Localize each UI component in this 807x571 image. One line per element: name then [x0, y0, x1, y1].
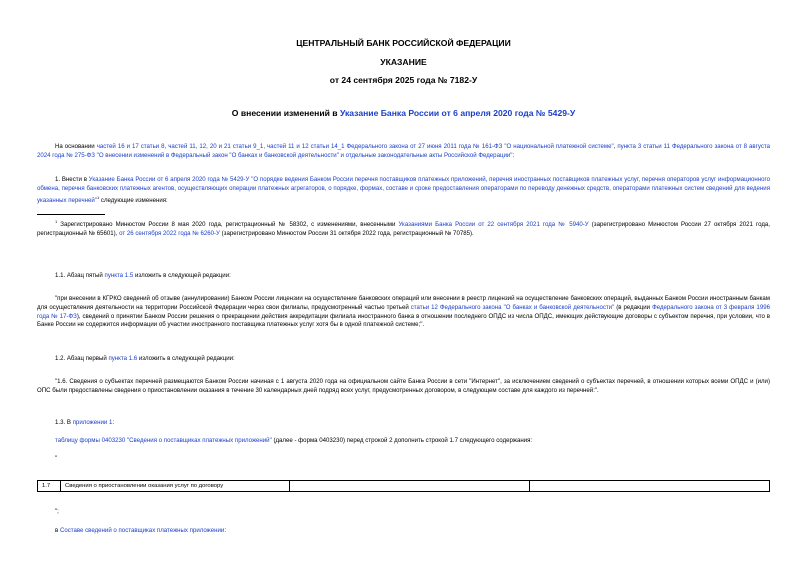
- footnote-divider: [37, 214, 105, 215]
- footnote-paragraph: [37, 218, 770, 239]
- item-1-2-paragraph: [37, 355, 770, 364]
- doc-title-link[interactable]: Указание Банка России от 6 апреля 2020 года № 5429-У: [339, 108, 576, 118]
- item-1-3-a-text: (далее - форма 0403230) перед строкой 2 дополнить строкой 1.7 следующего содержания:: [271, 437, 533, 444]
- quote-2-paragraph: [37, 378, 770, 396]
- item-1-3-b-text-1: в: [55, 527, 60, 534]
- preamble-link-law-275[interactable]: пункта 3 статьи 11 Федерального закона от 8 августа 2024 года № 275-ФЗ "О внесении изменений в Федеральный закон "О банках и банковской деятельности" и отдельные законодательные акты Российской Федерации": [37, 143, 770, 159]
- form-table: [37, 480, 770, 492]
- quote-1-text-3: ), сведений о принятии Банком России решения о прекращении действия аккредитации филиала иностранного банка в отношении последнего ОПДС из числа ОПДС, имеющих действующие договоры с субъектом перечня, при условии, что в Банке России не содержится информации об участии иностранного поставщика платежных услуг хотя бы в одной платежной системе;".: [37, 312, 770, 329]
- doc-title-prefix: О внесении изменений в: [231, 108, 340, 118]
- item-1-3-link[interactable]: приложении 1: [72, 419, 113, 426]
- item-1-3-paragraph: [37, 419, 770, 428]
- item-1-2-text-1: 1.2. Абзац первый: [55, 355, 109, 362]
- item-1-3-a-paragraph: [37, 437, 770, 446]
- footnote-link-5940u[interactable]: Указаниями Банка России от 22 сентября 2021 года № 5940-У: [398, 221, 589, 229]
- quote-1-text-1: "при внесении в КГРКО сведений об отзыве (аннулировании) Банком России лицензии на осуществление банковских операций или внесении в реестр лицензий на осуществление банковских операций, выданных Банком России иностранным банкам для осуществления деятельности на территории Российской Федерации через свои филиалы, предусмотренный частью третьей: [37, 295, 770, 311]
- preamble-paragraph: [37, 143, 770, 161]
- item-1-3-text-1: 1.3. В: [55, 419, 73, 426]
- preamble-text-1: На основании: [55, 143, 97, 150]
- item-1-1-text-2: изложить в следующей редакции:: [133, 272, 231, 279]
- footnote-text-2: (зарегистрировано Минюстом России 27 октября 2021 года, регистрационный № 65601),: [37, 221, 770, 237]
- item-1-2-text-2: изложить в следующей редакции:: [137, 355, 235, 362]
- table-row: [38, 481, 770, 492]
- footnote-link-6260u[interactable]: от 26 сентября 2022 года № 6260-У: [119, 229, 220, 237]
- item-1-2-link[interactable]: пункта 1.6: [108, 355, 138, 362]
- table-cell-empty: [290, 481, 530, 492]
- footnote-mark: 1: [55, 219, 58, 224]
- item-1-3-a-link[interactable]: таблицу формы 0403230 "Сведения о поставщиках платежных приложений": [55, 437, 272, 444]
- item-1-text-2: следующие изменения:: [99, 196, 168, 204]
- item-1-3-b-paragraph: [37, 527, 770, 536]
- quote-close: ";: [55, 508, 59, 515]
- quote-1-link-law-17fz[interactable]: Федерального закона от 3 февраля 1996 года № 17-ФЗ: [37, 303, 770, 320]
- table-cell-num: 1.7: [38, 481, 61, 492]
- item-1-3-b-link[interactable]: Составе сведений о поставщиках платежных приложении: [59, 527, 225, 534]
- quote-open: ": [55, 455, 58, 462]
- preamble-text-2: ,: [613, 143, 618, 150]
- footnote-ref: 1: [96, 194, 100, 200]
- quote-1-link-article-12[interactable]: статьи 12 Федерального закона "О банках и банковской деятельности": [410, 303, 615, 311]
- item-1-3-text-2: :: [112, 419, 115, 426]
- preamble-link-law-161[interactable]: частей 16 и 17 статьи 8, частей 11, 12, 20 и 21 статьи 9_1, частей 11 и 12 статьи 14_1 Федерального закона от 27 июня 2011 года № 161-ФЗ "О национальной платежной системе": [96, 143, 614, 150]
- quote-1-text-2: (в редакции: [614, 303, 653, 311]
- quote-1-paragraph: [37, 295, 770, 330]
- item-1-1-link[interactable]: пункта 1.5: [104, 272, 134, 279]
- quote-2-text: "1.6. Сведения о субъектах перечней размещаются Банком России начиная с 1 августа 2020 года на официальном сайте Банка России в сети "Интернет", за исключением сведений о субъектах перечней, в отношении которых всеми ОПДС и (или) ОПС были предоставлены сведения о приостановлении оказания в течение 30 календарных дней подряд всех услуг, предусмотренных договором, в следующем составе для каждого из перечней:".: [37, 378, 770, 394]
- footnote-text-1: Зарегистрировано Минюстом России 8 мая 2020 года, регистрационный № 58302, с изменениями, внесенными: [57, 221, 399, 229]
- item-1-3-b-text-2: :: [224, 527, 227, 534]
- item-1-link-5429u[interactable]: Указание Банка России от 6 апреля 2020 года № 5429-У "О порядке ведения Банком России перечня поставщиков платежных приложений, перечня иностранных поставщиков платежных услуг, перечня операторов услуг информационного обмена, перечня банковских платежных агентов, осуществляющих операции платежных агрегаторов, о порядке, формах, составе и сроке предоставления операторами по переводу денежных средств, операторами платежных систем сведений для ведения указанных перечней": [37, 176, 770, 204]
- doc-type: УКАЗАНИЕ: [380, 57, 427, 67]
- item-1-1-paragraph: [37, 272, 770, 281]
- doc-date-number: от 24 сентября 2025 года № 7182-У: [329, 75, 478, 85]
- org-name: ЦЕНТРАЛЬНЫЙ БАНК РОССИЙСКОЙ ФЕДЕРАЦИИ: [296, 38, 511, 48]
- doc-title: [0, 108, 807, 118]
- item-1-paragraph: [37, 176, 770, 205]
- item-1-1-text-1: 1.1. Абзац пятый: [55, 272, 105, 279]
- table-cell-text: Сведения о приостановлении оказания услуг по договору: [61, 481, 290, 492]
- footnote-text-3: (зарегистрировано Минюстом России 31 октября 2022 года, регистрационный № 70785).: [219, 229, 474, 237]
- table-cell-empty: [530, 481, 770, 492]
- preamble-text-3: :: [512, 151, 515, 159]
- item-1-text-1: 1. Внести в: [55, 176, 89, 183]
